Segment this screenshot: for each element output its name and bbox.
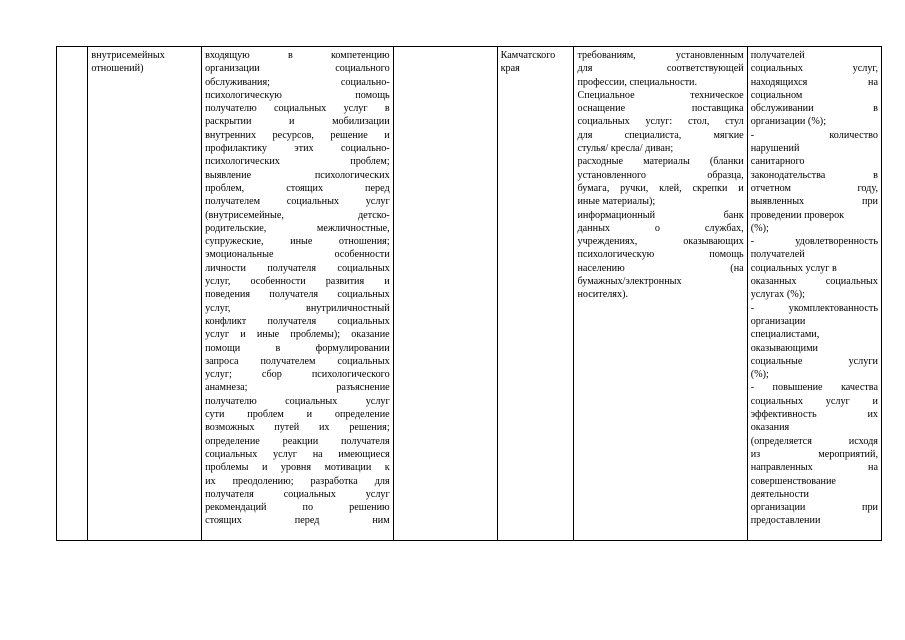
text-line: родительские, межличностные, bbox=[205, 222, 390, 234]
text-line: организации социального bbox=[205, 63, 390, 75]
text-line: получателем социальных услуг bbox=[205, 196, 390, 208]
text-line: обслуживании в bbox=[750, 103, 878, 115]
text-line: услуг и иные проблемы); оказание bbox=[205, 329, 390, 341]
text-line: бумага, ручки, клей, скрепки и bbox=[577, 182, 744, 194]
text-line: организации bbox=[750, 315, 806, 327]
text-line: совершенствование bbox=[750, 475, 836, 487]
text-line: социальных услуг, bbox=[750, 63, 878, 75]
text-line: иные материалы); bbox=[577, 196, 656, 208]
text-line: получателей bbox=[750, 249, 805, 261]
text-line: психологическую помощь bbox=[205, 89, 390, 101]
text-line: возможных путей их решения; bbox=[205, 422, 390, 434]
text-line: личности получателя социальных bbox=[205, 262, 390, 274]
text-line: поведения получателя социальных bbox=[205, 289, 390, 301]
text-line: (внутрисемейные, детско- bbox=[205, 209, 390, 221]
text-line: социальном bbox=[750, 89, 803, 101]
text-line: направленных на bbox=[750, 462, 878, 474]
text-line: сути проблем и определение bbox=[205, 409, 390, 421]
cell-service-name bbox=[88, 47, 202, 541]
text-line: - повышение качества bbox=[750, 382, 878, 394]
text-line: установленного образца, bbox=[577, 169, 744, 181]
text-line: внутрисемейных bbox=[91, 50, 165, 61]
text-line: получателя социальных услуг bbox=[205, 488, 390, 500]
text-line: профессии, специальности. bbox=[577, 76, 698, 88]
text-line: Камчатского bbox=[500, 50, 556, 61]
text-line: раскрытии и мобилизации bbox=[205, 116, 390, 128]
text-line: оснащение поставщика bbox=[577, 103, 744, 115]
text-line: обслуживания; социально- bbox=[205, 76, 390, 88]
text-line: (%); bbox=[750, 222, 769, 234]
text-line: услуг, особенности развития и bbox=[205, 276, 390, 288]
text-line: - удовлетворенность bbox=[750, 236, 878, 248]
text-line: из мероприятий, bbox=[750, 448, 878, 460]
text-line: входящую в компетенцию bbox=[205, 50, 390, 61]
text-line: санитарного bbox=[750, 156, 805, 168]
text-line: получателю социальных услуг в bbox=[205, 103, 390, 115]
text-line: для специалиста, мягкие bbox=[577, 129, 744, 141]
text-line: профилактику этих социально- bbox=[205, 143, 390, 155]
text-line: организации (%); bbox=[750, 116, 827, 128]
text-line: стулья/ кресла/ диван; bbox=[577, 143, 674, 155]
text-line: внутренних ресурсов, решение и bbox=[205, 129, 390, 141]
text-line: социальных услуг в bbox=[750, 262, 837, 274]
text-line: эмоциональные особенности bbox=[205, 249, 390, 261]
text-line: носителях). bbox=[577, 289, 629, 301]
text-line: услугах (%); bbox=[750, 289, 805, 301]
text-line: нарушений bbox=[750, 143, 800, 155]
text-line: оказывающими bbox=[750, 342, 818, 354]
text-line: анамнеза; разъяснение bbox=[205, 382, 390, 394]
text-line: услуг; сбор психологического bbox=[205, 369, 390, 381]
text-line: бумажных/электронных bbox=[577, 276, 682, 288]
text-line: находящихся на bbox=[750, 76, 878, 88]
text-line: (%); bbox=[750, 369, 769, 381]
text-line: получателю социальных услуг bbox=[205, 395, 390, 407]
text-line: данных о службах, bbox=[577, 222, 744, 234]
text-line: супружеские, иные отношения; bbox=[205, 236, 390, 248]
text-line: законодательства в bbox=[750, 169, 878, 181]
text-line: оказания bbox=[750, 422, 790, 434]
text-line: запроса получателем социальных bbox=[205, 355, 390, 367]
text-line: проблем, стоящих перед bbox=[205, 182, 390, 194]
cell-region bbox=[497, 47, 574, 541]
table-row bbox=[57, 47, 882, 541]
cell-quality-indicators bbox=[747, 47, 881, 541]
text-line: социальные услуги bbox=[750, 355, 878, 367]
text-line: социальных услуг и bbox=[750, 395, 878, 407]
text-line: - укомплектованность bbox=[750, 302, 878, 314]
text-line: для соответствующей bbox=[577, 63, 744, 75]
text-line: организации при bbox=[750, 502, 878, 514]
document-table bbox=[56, 46, 882, 541]
text-line: психологических проблем; bbox=[205, 156, 390, 168]
text-line: оказанных социальных bbox=[750, 276, 878, 288]
text-line: психологическую помощь bbox=[577, 249, 744, 261]
text-line: их преодолению; разработка для bbox=[205, 475, 390, 487]
text-line: специалистами, bbox=[750, 329, 820, 341]
text-line: выявление психологических bbox=[205, 169, 390, 181]
text-line: учреждениях, оказывающих bbox=[577, 236, 744, 248]
text-line: предоставлении bbox=[750, 515, 821, 527]
text-line: (определяется исходя bbox=[750, 435, 878, 447]
text-line: получателей bbox=[750, 50, 805, 61]
cell-conditions bbox=[574, 47, 747, 541]
text-line: социальных услуг на имеющиеся bbox=[205, 448, 390, 460]
text-line: помощи в формулировании bbox=[205, 342, 390, 354]
text-line: стоящих перед ним bbox=[205, 515, 390, 527]
text-line: края bbox=[500, 63, 520, 75]
text-line: выявленных при bbox=[750, 196, 878, 208]
text-line: информационный банк bbox=[577, 209, 744, 221]
text-line: Специальное техническое bbox=[577, 89, 744, 101]
text-line: социальных услуг: стол, стул bbox=[577, 116, 744, 128]
text-line: конфликт получателя социальных bbox=[205, 315, 390, 327]
text-line: рекомендаций по решению bbox=[205, 502, 390, 514]
text-line: проведении проверок bbox=[750, 209, 845, 221]
text-line: - количество bbox=[750, 129, 878, 141]
text-line: отчетном году, bbox=[750, 182, 878, 194]
text-line: услуг, внутриличностный bbox=[205, 302, 390, 314]
text-line: деятельности bbox=[750, 488, 810, 500]
text-line: требованиям, установленным bbox=[577, 50, 744, 61]
text-line: определение реакции получателя bbox=[205, 435, 390, 447]
text-line: эффективность их bbox=[750, 409, 878, 421]
cell-number bbox=[57, 47, 88, 541]
text-line: населению (на bbox=[577, 262, 744, 274]
cell-empty bbox=[393, 47, 497, 541]
text-line: расходные материалы (бланки bbox=[577, 156, 744, 168]
text-line: отношений) bbox=[91, 63, 144, 75]
text-line: проблемы и уровня мотивации к bbox=[205, 462, 390, 474]
cell-service-description bbox=[202, 47, 394, 541]
